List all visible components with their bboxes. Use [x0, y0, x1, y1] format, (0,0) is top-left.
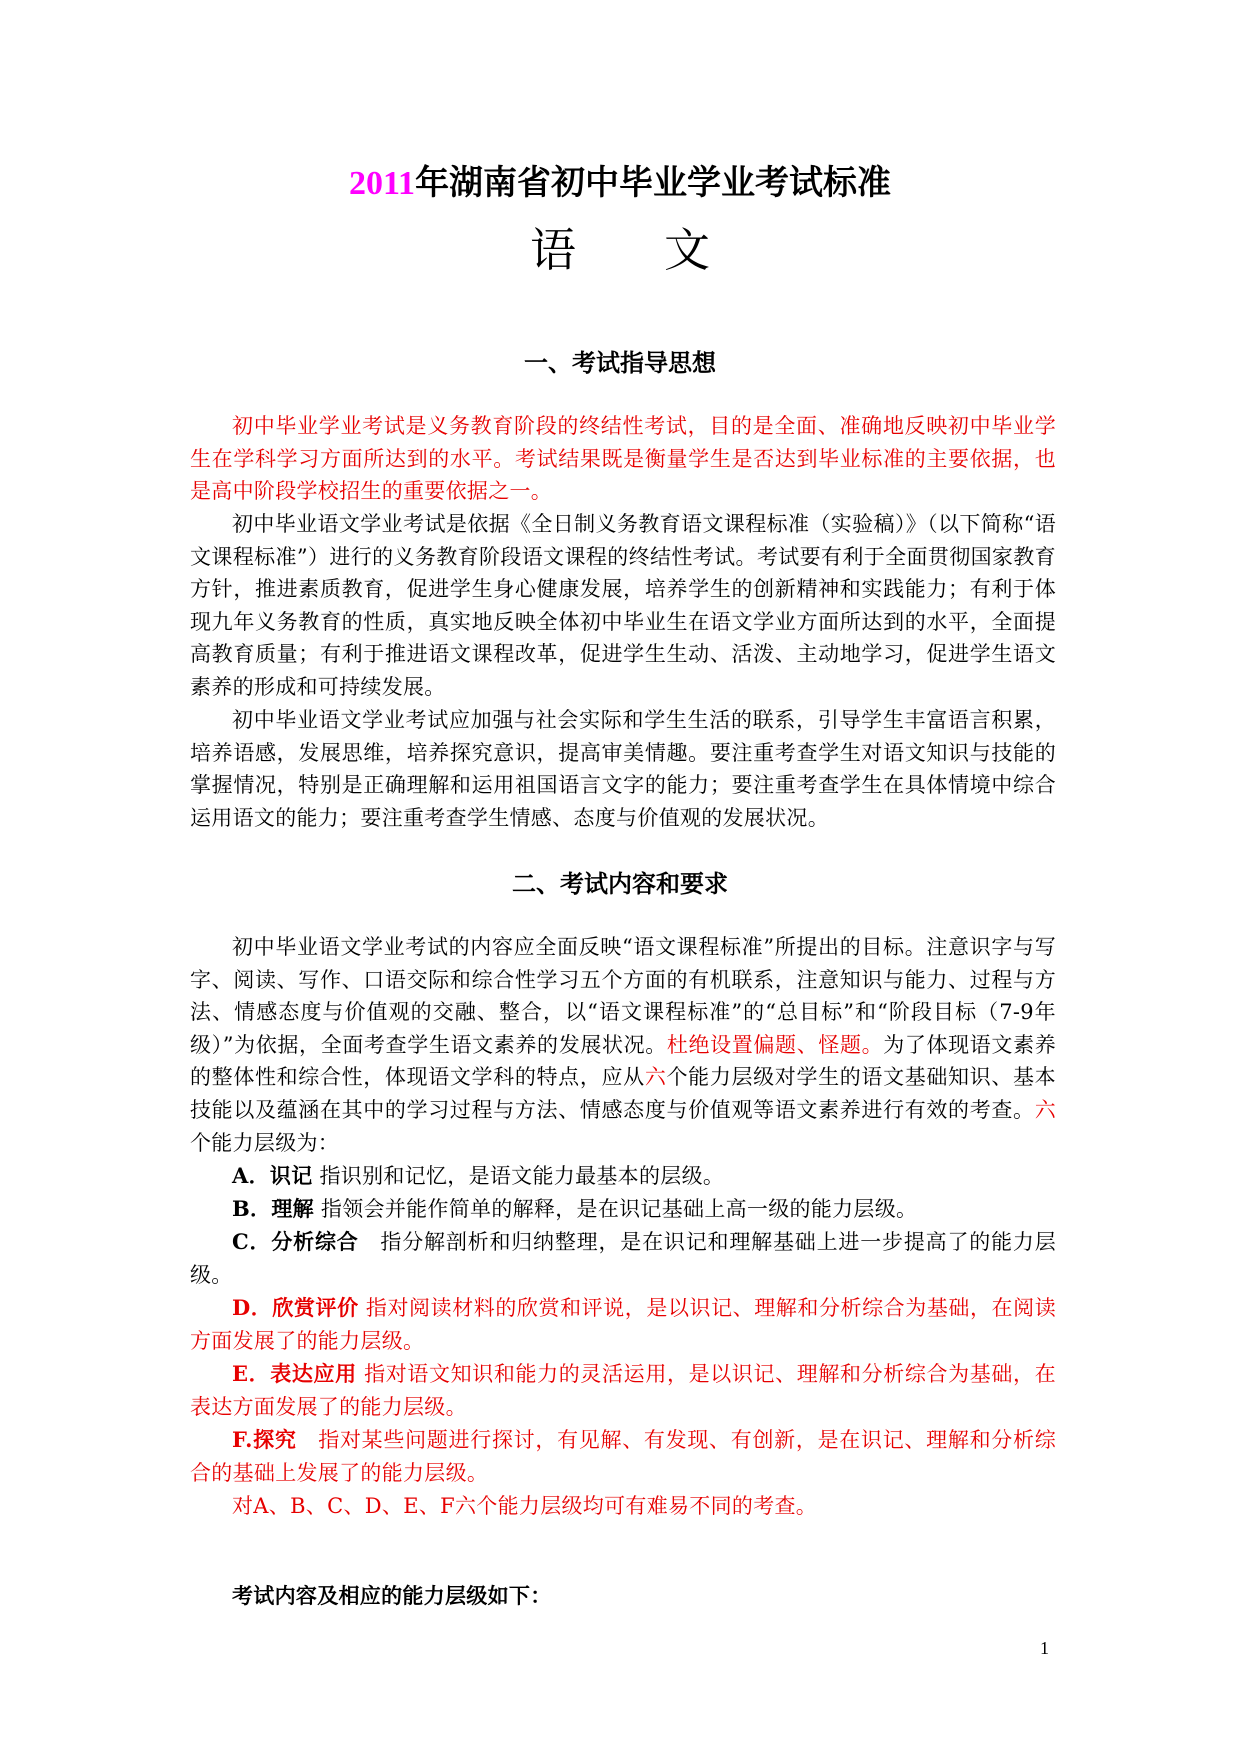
content-list-heading: 考试内容及相应的能力层级如下：: [232, 1583, 552, 1608]
content-text-d: 个能力层级为：: [190, 1130, 340, 1155]
level-desc: 指领会并能作简单的解释，是在识记基础上高一级的能力层级。: [313, 1197, 918, 1221]
level-desc: 指识别和记忆，是语文能力最基本的层级。: [312, 1164, 725, 1188]
content-text-c: 个能力层级对学生的语文基础知识、基本技能以及蕴涵在其中的学习过程与方法、情感态度与价值观等语文素养进行有效的考查。: [190, 1065, 1056, 1122]
subject-heading: 语文: [530, 223, 798, 277]
level-name: F.探究: [232, 1427, 297, 1452]
level-item-f: [190, 1424, 1056, 1489]
level-desc: 指对语文知识和能力的灵活运用，是以识记、理解和分析综合为基础，在表达方面发展了的能力层级。: [190, 1362, 1056, 1419]
content-six-2: 六: [1034, 1097, 1056, 1122]
paragraph-content: [190, 931, 1056, 1159]
level-desc: 指分解剖析和归纳整理，是在识记和理解基础上进一步提高了的能力层级。: [190, 1230, 1056, 1287]
content-text-a: 初中毕业语文学业考试的内容应全面反映“语文课程标准”所提出的目标。注意识字与写字、阅读、写作、口语交际和综合性学习五个方面的有机联系，注意知识与能力、过程与方法、情感态度与价值观的交融、整合，以“语文课程标准”的“总目标”和“阶段目标（7-9年级）”为依据，全面考查学生语文素养的发展状况。: [190, 935, 1056, 1057]
section-heading-1: 一、考试指导思想: [524, 348, 716, 377]
level-item-c: [190, 1226, 1056, 1291]
level-item-a: [190, 1160, 1056, 1193]
content-text-b: 为了体现语文素养的整体性和综合性，体现语文学科的特点，应从: [190, 1032, 1057, 1090]
content-text-red: 杜绝设置偏题、怪题。: [666, 1032, 884, 1057]
level-name: A．识记: [232, 1163, 313, 1188]
level-item-b: [190, 1193, 1056, 1226]
levels-note: 对A、B、C、D、E、F六个能力层级均可有难易不同的考查。: [232, 1494, 818, 1518]
level-desc: 指对阅读材料的欣赏和评说，是以识记、理解和分析综合为基础，在阅读方面发展了的能力层级。: [190, 1296, 1056, 1353]
content-six-1: 六: [644, 1065, 667, 1090]
paragraph-purpose: 初中毕业学业考试是义务教育阶段的终结性考试，目的是全面、准确地反映初中毕业学生在学科学习方面所达到的水平。考试结果既是衡量学生是否达到毕业标准的主要依据，也是高中阶段学校招生的重要依据之一。: [190, 414, 1056, 504]
level-name: E．表达应用: [232, 1361, 357, 1386]
level-desc: 指对某些问题进行探讨，有见解、有发现、有创新，是在识记、理解和分析综合的基础上发展了的能力层级。: [190, 1428, 1056, 1485]
level-item-e: [190, 1358, 1056, 1423]
paragraph-emphasis: 初中毕业语文学业考试应加强与社会实际和学生生活的联系，引导学生丰富语言积累，培养语感，发展思维，培养探究意识，提高审美情趣。要注重考查学生对语文知识与技能的掌握情况，特别是正确理解和运用祖国语言文字的能力；要注重考查学生在具体情境中综合运用语文的能力；要注重考查学生情感、态度与价值观的发展状况。: [190, 708, 1056, 830]
level-name: D．欣赏评价: [232, 1295, 359, 1320]
level-item-d: [190, 1292, 1056, 1357]
document-title: [0, 158, 1240, 209]
paragraph-basis: 初中毕业语文学业考试是依据《全日制义务教育语文课程标准（实验稿）》（以下简称“语文课程标准”）进行的义务教育阶段语文课程的终结性考试。考试要有利于全面贯彻国家教育方针，推进素质教育，促进学生身心健康发展，培养学生的创新精神和实践能力；有利于体现九年义务教育的性质，真实地反映全体初中毕业生在语文学业方面所达到的水平，全面提高教育质量；有利于推进语文课程改革，促进学生生动、活泼、主动地学习，促进学生语文素养的形成和可持续发展。: [190, 512, 1056, 699]
section-heading-2: 二、考试内容和要求: [512, 869, 728, 898]
level-name: C．分析综合: [232, 1229, 359, 1254]
title-text: 年湖南省初中毕业学业考试标准: [415, 163, 892, 203]
page-number: 1: [1040, 1638, 1049, 1658]
level-name: B．理解: [232, 1196, 314, 1221]
title-year: 2011: [348, 165, 416, 202]
